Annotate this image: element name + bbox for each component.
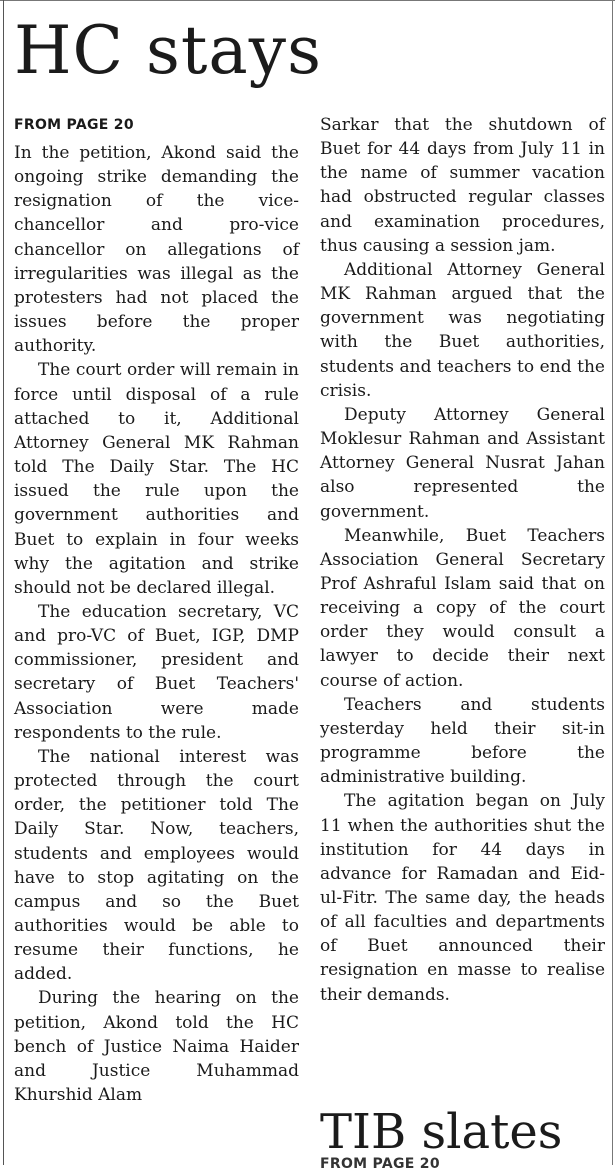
article-column-right <box>320 113 605 1007</box>
article-column-left <box>14 141 299 1107</box>
paragraph: The agitation began on July 11 when the authorities shut the institution for 44 days in advance for Ramadan and Eid-ul-Fitr. The same day, the heads of all faculties and departments of Buet announced their resignation en masse to realise their demands. <box>320 791 605 1005</box>
next-story-from-page: FROM PAGE 20 <box>320 1156 440 1172</box>
paragraph: In the petition, Akond said the ongoing strike demanding the resignation of the vice-chancellor and pro-vice chancellor on allegations of irregularities was illegal as the protesters had not placed the issues before the proper authority. <box>14 143 299 357</box>
paragraph: Teachers and students yesterday held their sit-in programme before the administrative building. <box>320 694 605 788</box>
left-column-rule <box>3 0 4 1165</box>
next-story-headline: TIB slates <box>320 1104 563 1160</box>
paragraph: The national interest was protected through the court order, the petitioner told The Daily Star. Now, teachers, students and employees would have to stop agitating on the campus and so the Buet authorities would be able to resume their functions, he added. <box>14 746 299 985</box>
paragraph: Sarkar that the shutdown of Buet for 44 days from July 11 in the name of summer vacation had obstructed regular classes and examination procedures, thus causing a session jam. <box>320 115 605 256</box>
right-border-rule <box>612 0 613 1165</box>
paragraph: Deputy Attorney General Moklesur Rahman and Assistant Attorney General Nusrat Jahan also represented the government. <box>320 404 605 522</box>
paragraph: During the hearing on the petition, Akond told the HC bench of Justice Naima Haider and Justice Muhammad Khurshid Alam <box>14 988 299 1106</box>
top-border-rule <box>0 0 615 1</box>
paragraph: The court order will remain in force until disposal of a rule attached to it, Additional Attorney General MK Rahman told The Daily Star. The HC issued the rule upon the government authorities and Buet to explain in four weeks why the agitation and strike should not be declared illegal. <box>14 360 299 598</box>
paragraph: Additional Attorney General MK Rahman argued that the government was negotiating with the Buet authorities, students and teachers to end the crisis. <box>320 259 605 401</box>
paragraph: Meanwhile, Buet Teachers Association General Secretary Prof Ashraful Islam said that on receiving a copy of the court order they would consult a lawyer to decide their next course of action. <box>320 525 605 691</box>
article-headline: HC stays <box>14 12 322 89</box>
from-page-label: FROM PAGE 20 <box>14 117 134 133</box>
paragraph: The education secretary, VC and pro-VC of Buet, IGP, DMP commissioner, president and secretary of Buet Teachers' Association were made respondents to the rule. <box>14 601 299 743</box>
